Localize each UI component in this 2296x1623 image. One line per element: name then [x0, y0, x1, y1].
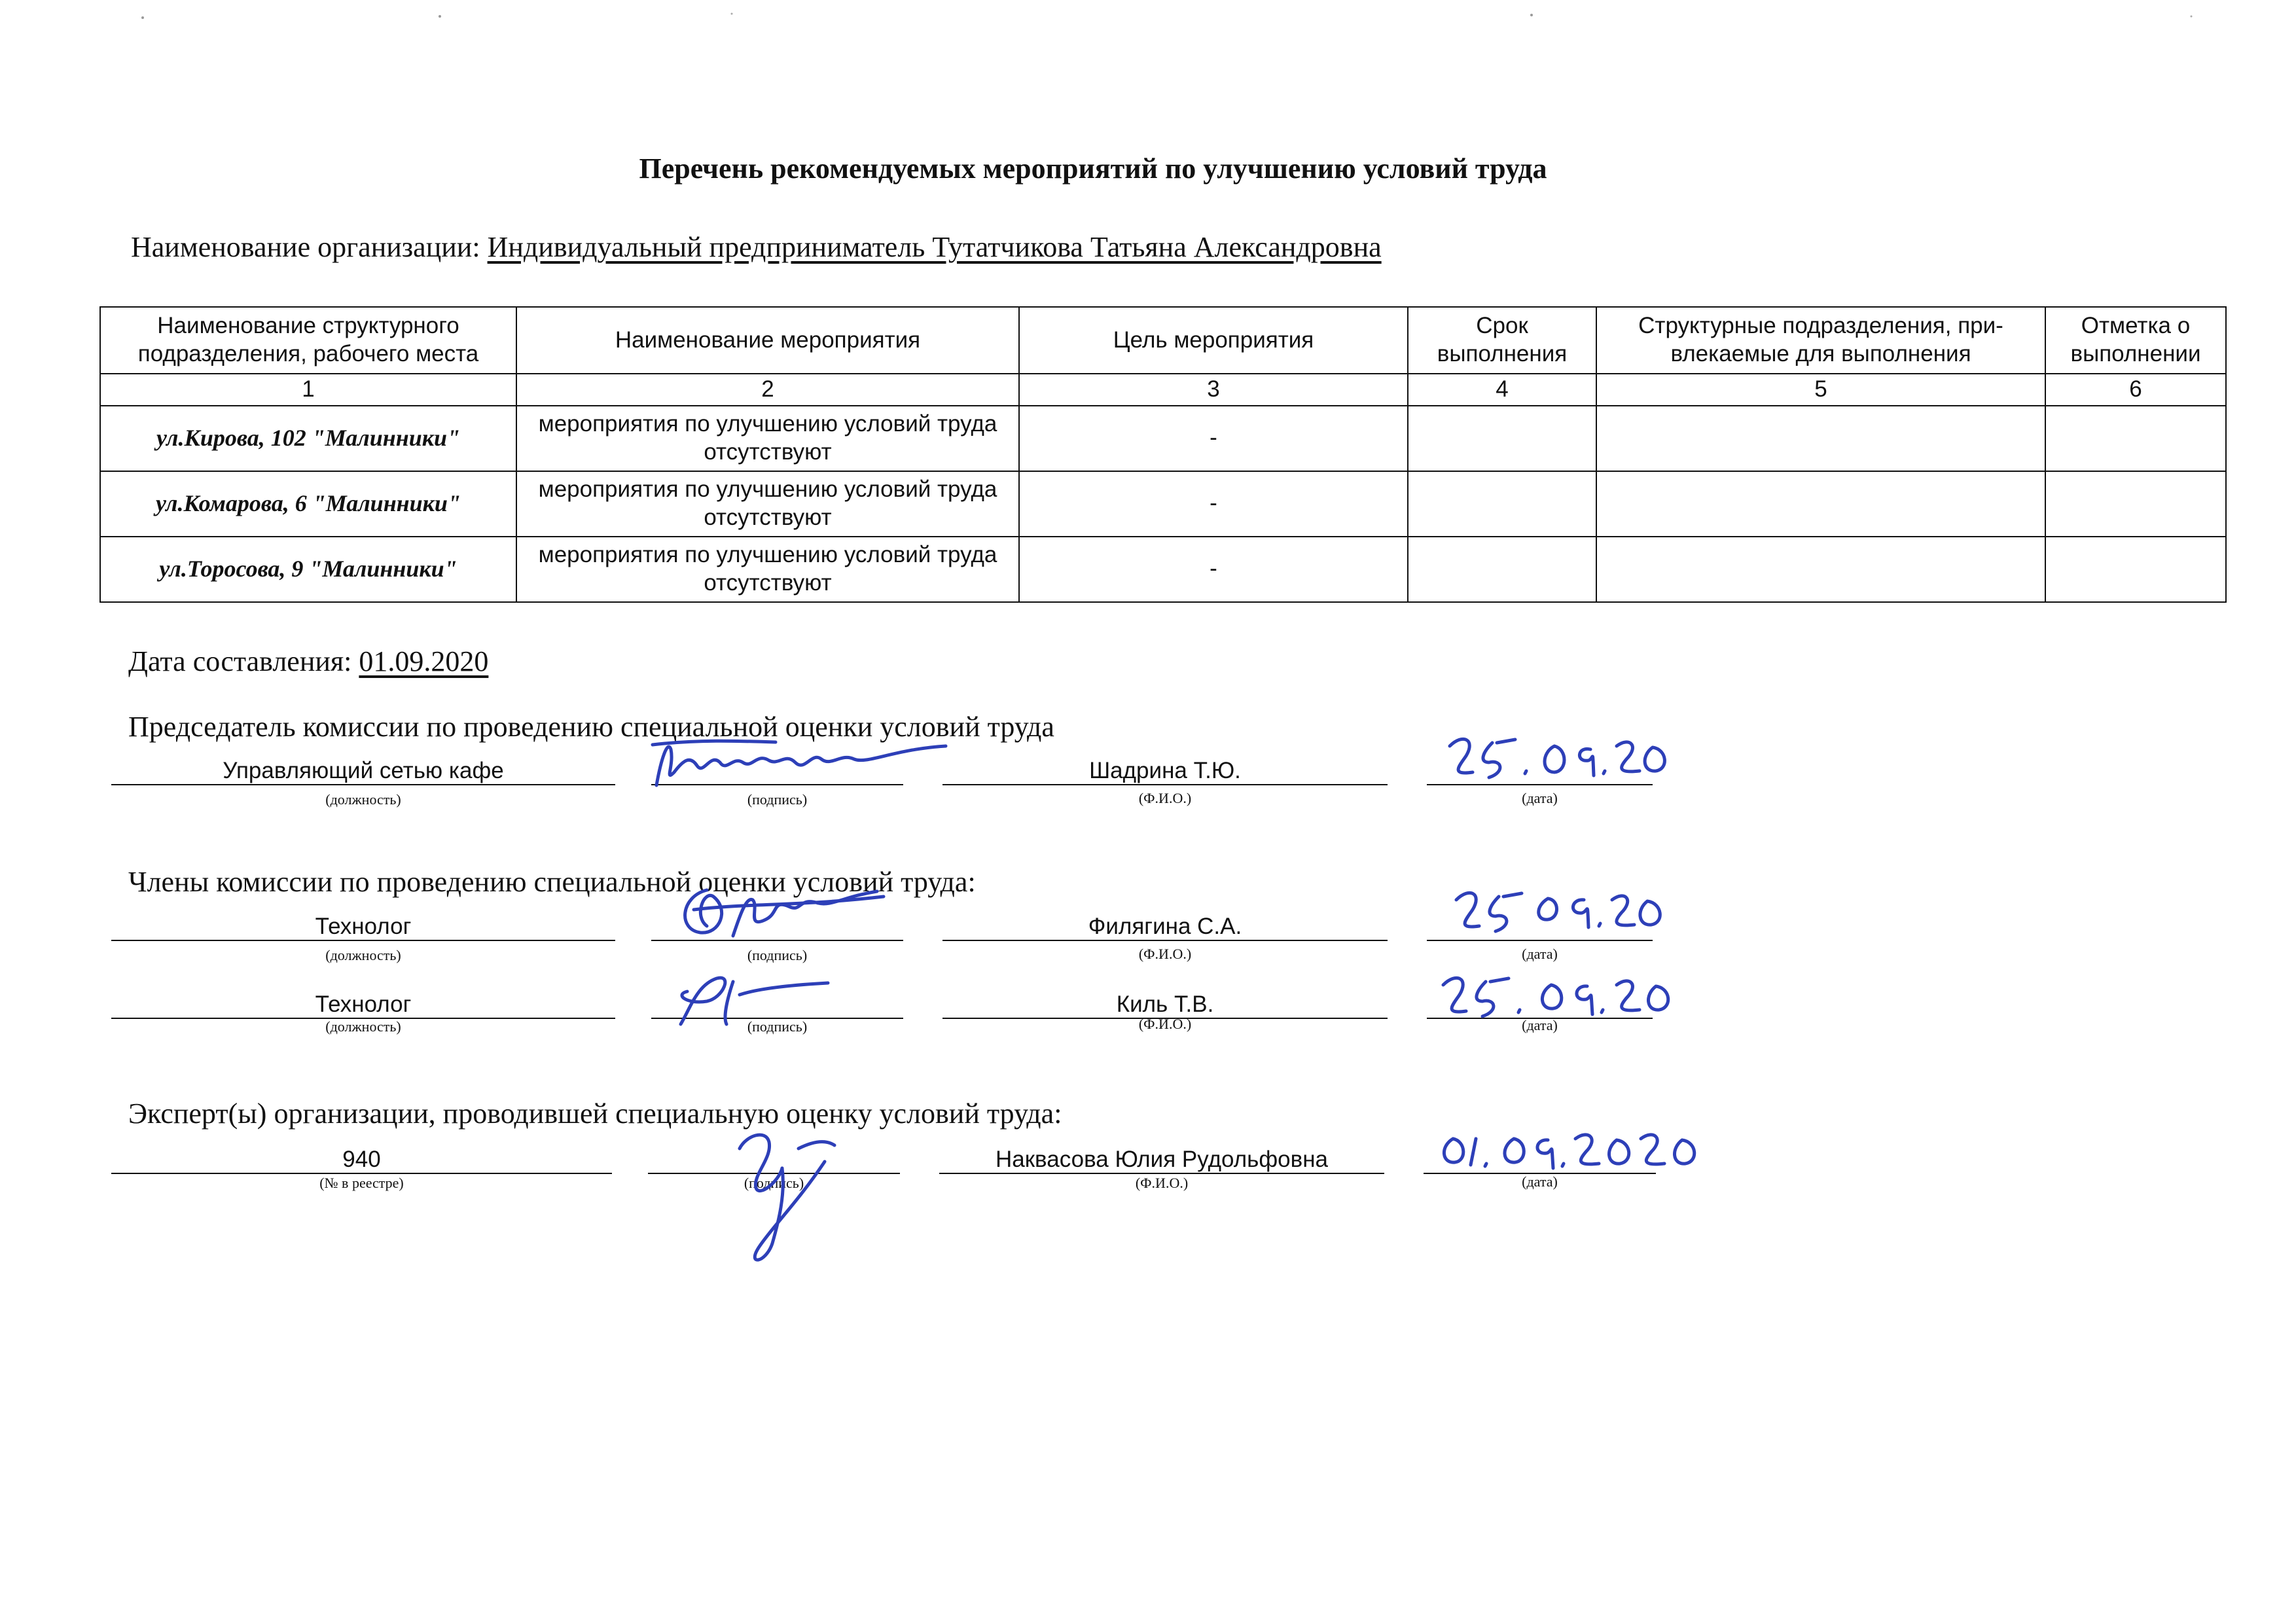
hint-registry: (№ в реестре)	[319, 1175, 404, 1191]
measure-cell: мероприятия по улучшению условий труда отсутствуют	[516, 537, 1019, 602]
expert-registry-number: 940	[111, 1147, 612, 1174]
hint-date: (дата)	[1522, 946, 1558, 962]
organization-name: Индивидуальный предприниматель Тутатчикова Татьяна Александровна	[487, 231, 1382, 263]
header-cell: Отметка о выполнении	[2045, 307, 2226, 374]
expert-date-handwriting	[1430, 1119, 1757, 1178]
hint-position: (должность)	[325, 1018, 401, 1035]
chairman-fio: Шадрина Т.Ю.	[942, 758, 1388, 785]
column-number: 1	[100, 374, 516, 406]
member-2-fio: Киль Т.В.	[942, 991, 1388, 1019]
hint-fio: (Ф.И.О.)	[1138, 1016, 1192, 1032]
scan-artifacts	[0, 0, 2296, 26]
expert-heading: Эксперт(ы) организации, проводившей специальную оценку условий труда:	[128, 1097, 1062, 1130]
hint-date: (дата)	[1522, 1173, 1558, 1190]
expert-fio: Наквасова Юлия Рудольфовна	[939, 1147, 1384, 1174]
workplace-cell: ул.Комарова, 6 "Малинники"	[100, 471, 516, 537]
organization-label: Наименование организации:	[131, 231, 480, 263]
departments-cell	[1596, 406, 2045, 471]
goal-cell: -	[1019, 471, 1408, 537]
mark-cell	[2045, 471, 2226, 537]
workplace-cell: ул.Кирова, 102 "Малинники"	[100, 406, 516, 471]
table-number-row	[100, 374, 2226, 406]
column-number: 4	[1408, 374, 1596, 406]
compile-date-value: 01.09.2020	[359, 645, 489, 677]
measure-cell: мероприятия по улучшению условий труда отсутствуют	[516, 406, 1019, 471]
members-heading: Члены комиссии по проведению специальной оценки условий труда:	[128, 866, 976, 898]
header-cell: Наименование мероприятия	[516, 307, 1019, 374]
hint-position: (должность)	[325, 791, 401, 808]
member-1-fio: Филягина С.А.	[942, 914, 1388, 941]
member-2-signature	[661, 962, 857, 1034]
hint-signature: (подпись)	[747, 791, 808, 808]
member-1-date-handwriting	[1443, 880, 1685, 939]
hint-signature: (подпись)	[744, 1175, 804, 1191]
hint-fio: (Ф.И.О.)	[1138, 790, 1192, 806]
hint-signature: (подпись)	[747, 1018, 808, 1035]
hint-fio: (Ф.И.О.)	[1138, 946, 1192, 962]
table-header-row	[100, 307, 2226, 374]
hint-position: (должность)	[325, 947, 401, 963]
hint-fio: (Ф.И.О.)	[1135, 1175, 1189, 1191]
departments-cell	[1596, 471, 2045, 537]
header-cell: Цель мероприятия	[1019, 307, 1408, 374]
organization-line	[131, 230, 1401, 264]
member-1-signature	[668, 877, 903, 955]
workplace-cell: ул.Торосова, 9 "Малинники"	[100, 537, 516, 602]
goal-cell: -	[1019, 406, 1408, 471]
chairman-position: Управляющий сетью кафе	[111, 758, 615, 785]
column-number: 5	[1596, 374, 2045, 406]
column-number: 2	[516, 374, 1019, 406]
header-cell: Структурные подразделения, при-влекаемые для выполнения	[1596, 307, 2045, 374]
table-row	[100, 406, 2226, 471]
hint-date: (дата)	[1522, 790, 1558, 806]
measure-cell: мероприятия по улучшению условий труда отсутствуют	[516, 471, 1019, 537]
expert-signature	[720, 1122, 864, 1273]
member-2-position: Технолог	[111, 991, 615, 1019]
compile-date-label: Дата составления:	[128, 645, 352, 677]
measures-table	[99, 306, 2227, 603]
hint-signature: (подпись)	[747, 947, 808, 963]
chairman-signature	[645, 726, 959, 798]
member-2-date-handwriting	[1430, 965, 1705, 1024]
mark-cell	[2045, 406, 2226, 471]
hint-date: (дата)	[1522, 1017, 1558, 1033]
mark-cell	[2045, 537, 2226, 602]
document-title: Перечень рекомендуемых мероприятий по улучшению условий труда	[639, 152, 1547, 185]
deadline-cell	[1408, 406, 1596, 471]
chairman-heading: Председатель комиссии по проведению специальной оценки условий труда	[128, 711, 1054, 743]
table-row	[100, 471, 2226, 537]
compile-date-line	[128, 645, 496, 678]
member-1-position: Технолог	[111, 914, 615, 941]
column-number: 6	[2045, 374, 2226, 406]
departments-cell	[1596, 537, 2045, 602]
deadline-cell	[1408, 471, 1596, 537]
header-cell: Наименование структурного подразделения, рабочего места	[100, 307, 516, 374]
header-cell: Срок выполнения	[1408, 307, 1596, 374]
chairman-date-handwriting	[1437, 726, 1679, 785]
table-row	[100, 537, 2226, 602]
column-number: 3	[1019, 374, 1408, 406]
goal-cell: -	[1019, 537, 1408, 602]
deadline-cell	[1408, 537, 1596, 602]
